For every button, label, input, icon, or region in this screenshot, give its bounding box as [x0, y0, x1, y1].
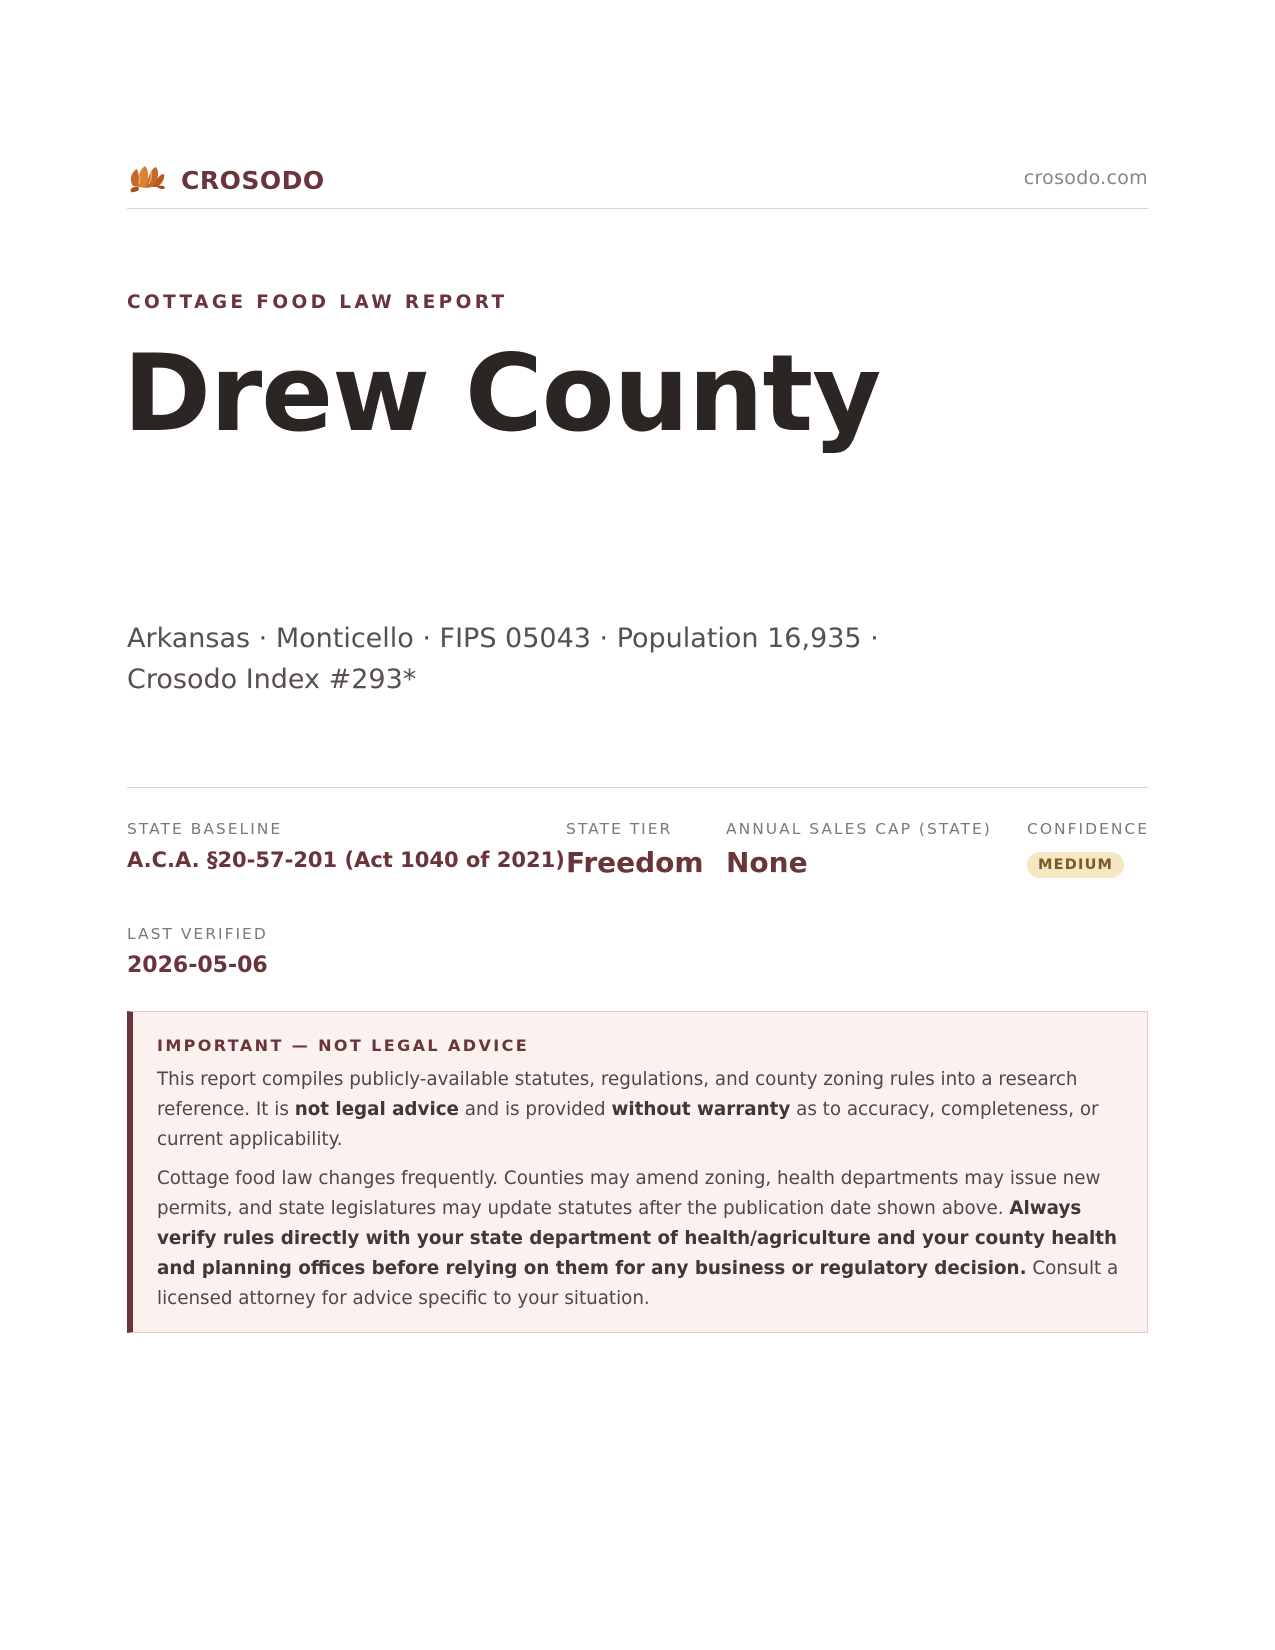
- notice-paragraph: [157, 1164, 1123, 1314]
- county-meta-line: Crosodo Index #293*: [127, 664, 417, 695]
- notice-title: IMPORTANT — NOT LEGAL ADVICE: [157, 1036, 530, 1055]
- page-header: [127, 158, 1148, 209]
- county-meta: [127, 618, 1027, 700]
- stat-label: STATE BASELINE: [127, 820, 283, 838]
- stat-label: CONFIDENCE: [1027, 820, 1150, 838]
- stat-state-tier: [566, 820, 704, 879]
- notice-text: and is provided: [458, 1099, 612, 1120]
- croissant-icon: [127, 160, 167, 200]
- notice-text: as to accuracy, completeness, or current applicability.: [157, 1099, 1099, 1150]
- stat-value: A.C.A. §20-57-201 (Act 1040 of 2021): [127, 848, 565, 872]
- notice-text: Cottage food law changes frequently. Counties may amend zoning, health departments may issue new permits, and state legislatures may update statutes after the publication date shown above.: [157, 1168, 1101, 1219]
- confidence-badge: MEDIUM: [1027, 852, 1124, 878]
- page-title: Drew County: [123, 332, 881, 455]
- stat-value: Freedom: [566, 846, 704, 879]
- brand-name: CROSODO: [181, 165, 325, 195]
- brand-logo[interactable]: [127, 162, 325, 198]
- stat-label: ANNUAL SALES CAP (STATE): [726, 820, 992, 838]
- stat-label: LAST VERIFIED: [127, 925, 268, 943]
- notice-emphasis: Always verify rules directly with your state department of health/agriculture and your county health and planning offices before relying on them for any business or regulatory decision.: [157, 1198, 1118, 1279]
- stat-value: 2026-05-06: [127, 953, 268, 978]
- county-meta-line: Arkansas · Monticello · FIPS 05043 · Population 16,935 ·: [127, 623, 879, 654]
- stat-last-verified: [127, 925, 268, 978]
- stat-value: None: [726, 846, 808, 879]
- notice-emphasis: without warranty: [611, 1099, 791, 1120]
- legal-notice: [127, 1011, 1148, 1333]
- stat-label: STATE TIER: [566, 820, 673, 838]
- report-eyebrow: COTTAGE FOOD LAW REPORT: [127, 292, 508, 313]
- notice-text: This report compiles publicly-available statutes, regulations, and county zoning rules into a research reference. It is: [157, 1069, 1078, 1120]
- stat-state-baseline: [127, 820, 565, 872]
- site-link[interactable]: crosodo.com: [1023, 167, 1148, 189]
- notice-text: Consult a licensed attorney for advice specific to your situation.: [157, 1258, 1119, 1309]
- stat-sales-cap: [726, 820, 992, 879]
- divider: [127, 787, 1148, 788]
- stat-confidence: [1027, 820, 1149, 878]
- notice-emphasis: not legal advice: [294, 1099, 459, 1120]
- notice-paragraph: [157, 1065, 1123, 1155]
